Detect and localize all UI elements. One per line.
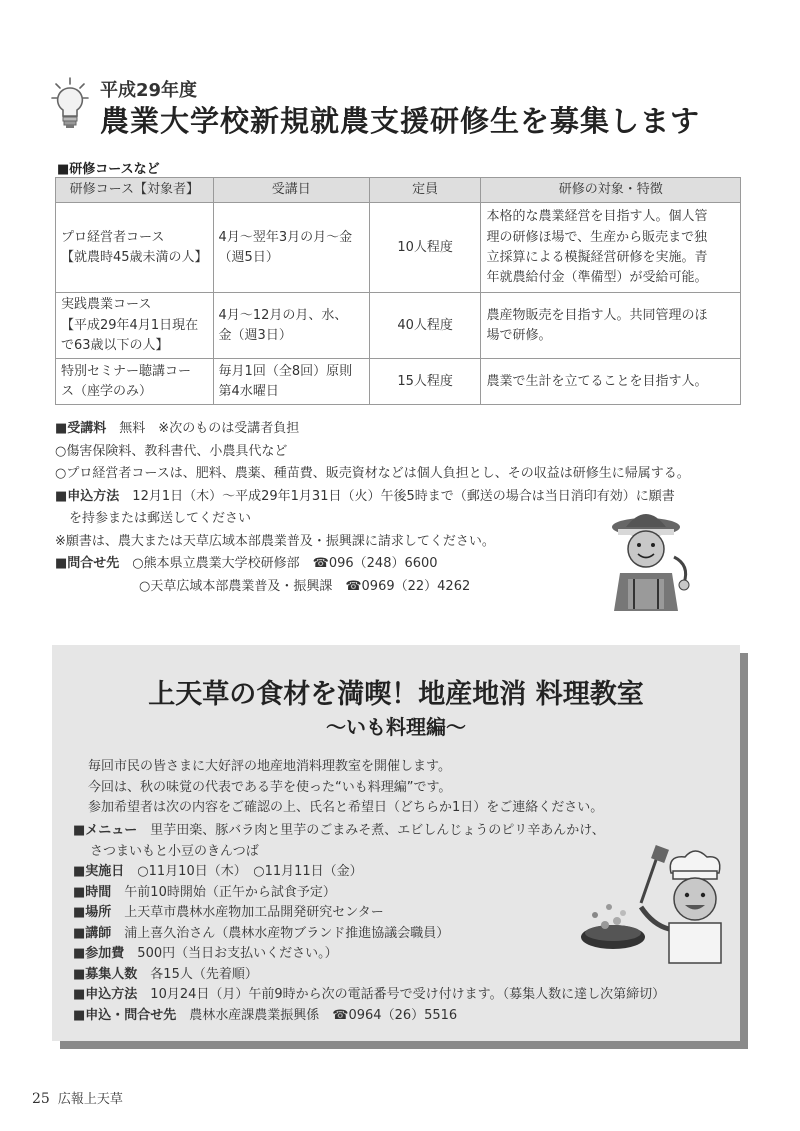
intro-line: 参加希望者は次の内容をご確認の上、氏名と希望日（どちらか1日）をご連絡ください。 — [88, 800, 604, 815]
table-row — [56, 293, 741, 359]
column-header: 研修コース【対象者】 — [56, 178, 214, 203]
apply-line: ■申込方法 10月24日（月）午前9時から次の電話番号で受け付けます。（募集人数に達し次第締切） — [73, 987, 666, 1002]
chef-illustration — [575, 845, 725, 965]
teacher-line: ■講師 浦上喜久治さん（農林水産物ブランド推進協議会職員） — [73, 925, 450, 941]
apply-line: ■申込方法 12月1日（木）～平成29年1月31日（火）午後5時まで（郵送の場合は当日消印有効）に願書 — [55, 488, 675, 504]
year-label: 平成29年度 — [100, 80, 198, 101]
features-cell: 農産物販売を目指す人。共同管理のほ 場で研修。 — [481, 293, 741, 359]
course-name-cell: 実践農業コース 【平成29年4月1日現在 で63歳以下の人】 — [56, 293, 214, 359]
contact-line: ■申込・問合せ先 農林水産課農業振興係 ☎0964（26）5516 — [73, 1007, 458, 1023]
farmer-illustration — [598, 505, 696, 613]
course-name-cell: 特別セミナー聴講コー ス（座学のみ） — [56, 359, 214, 405]
contact-line: ■問合せ先 ○熊本県立農業大学校研修部 ☎096（248）6600 — [55, 556, 438, 571]
column-header: 研修の対象・特徴 — [481, 178, 741, 203]
intro-line: 毎回市民の皆さまに大好評の地産地消料理教室を開催します。 — [88, 759, 451, 774]
intro-line: 今回は、秋の味覚の代表である芋を使った“いも料理編”です。 — [88, 779, 452, 795]
column-header: 定員 — [369, 178, 481, 203]
lightbulb-icon — [50, 76, 90, 130]
course-name-cell: プロ経営者コース 【就農時45歳未満の人】 — [56, 203, 214, 293]
capacity-cell: 10人程度 — [369, 203, 481, 293]
apply-line-cont: を持参または郵送してください — [69, 511, 252, 526]
menu-line: ■メニュー 里芋田楽、豚バラ肉と里芋のごまみそ煮、エビしんじょうのピリ辛あんかけ、 — [73, 823, 605, 838]
features-cell: 農業で生計を立てることを目指す人。 — [481, 359, 741, 405]
dates-cell: 4月～翌年3月の月～金 （週5日） — [213, 203, 369, 293]
capacity-line: ■募集人数 各15人（先着順） — [73, 966, 258, 982]
fee-line: ■受講料 無料 ※次のものは受講者負担 — [55, 421, 300, 436]
cooking-title: 上天草の食材を満喫！地産地消 料理教室 — [148, 679, 644, 710]
column-header: 受講日 — [213, 178, 369, 203]
cooking-intro — [88, 757, 603, 819]
dates-cell: 毎月1回（全8回）原則 第4水曜日 — [213, 359, 369, 405]
page-footer — [32, 1088, 123, 1107]
table-header-row — [56, 178, 741, 203]
cost-line: ■参加費 500円（当日お支払いください。） — [73, 946, 338, 961]
contact-line: ○天草広域本部農業普及・振興課 ☎0969（22）4262 — [139, 578, 471, 594]
fee-item: ○プロ経営者コースは、肥料、農薬、種苗費、販売資材などは個人負担とし、その収益は研修生に帰属する。 — [55, 466, 690, 481]
publication-name: 広報上天草 — [57, 1092, 123, 1107]
date-line: ■実施日 ○11月10日（木） ○11月11日（金） — [73, 864, 363, 879]
page-title: 農業大学校新規就農支援研修生を募集します — [100, 104, 701, 138]
features-cell: 本格的な農業経営を目指す人。個人管 理の研修ほ場で、生産から販売まで独 立採算による模擬経営研修を実施。青 年就農給付金（準備型）が受給可能。 — [481, 203, 741, 293]
time-line: ■時間 午前10時開始（正午から試食予定） — [73, 884, 336, 900]
capacity-cell: 15人程度 — [369, 359, 481, 405]
page-number: 25 — [32, 1091, 50, 1107]
cooking-subtitle: ～いも料理編～ — [326, 715, 466, 739]
capacity-cell: 40人程度 — [369, 293, 481, 359]
table-row — [56, 203, 741, 293]
fee-item: ○傷害保険料、教科書代、小農具代など — [55, 443, 288, 459]
place-line: ■場所 上天草市農林水産物加工品開発研究センター — [73, 905, 384, 920]
menu-line-cont: さつまいもと小豆のきんつば — [90, 843, 259, 859]
dates-cell: 4月～12月の月、水、 金（週3日） — [213, 293, 369, 359]
course-table — [55, 177, 741, 405]
courses-heading: ■研修コースなど — [57, 162, 160, 177]
table-row — [56, 359, 741, 405]
application-note: ※願書は、農大または天草広域本部農業普及・振興課に請求してください。 — [55, 533, 495, 549]
